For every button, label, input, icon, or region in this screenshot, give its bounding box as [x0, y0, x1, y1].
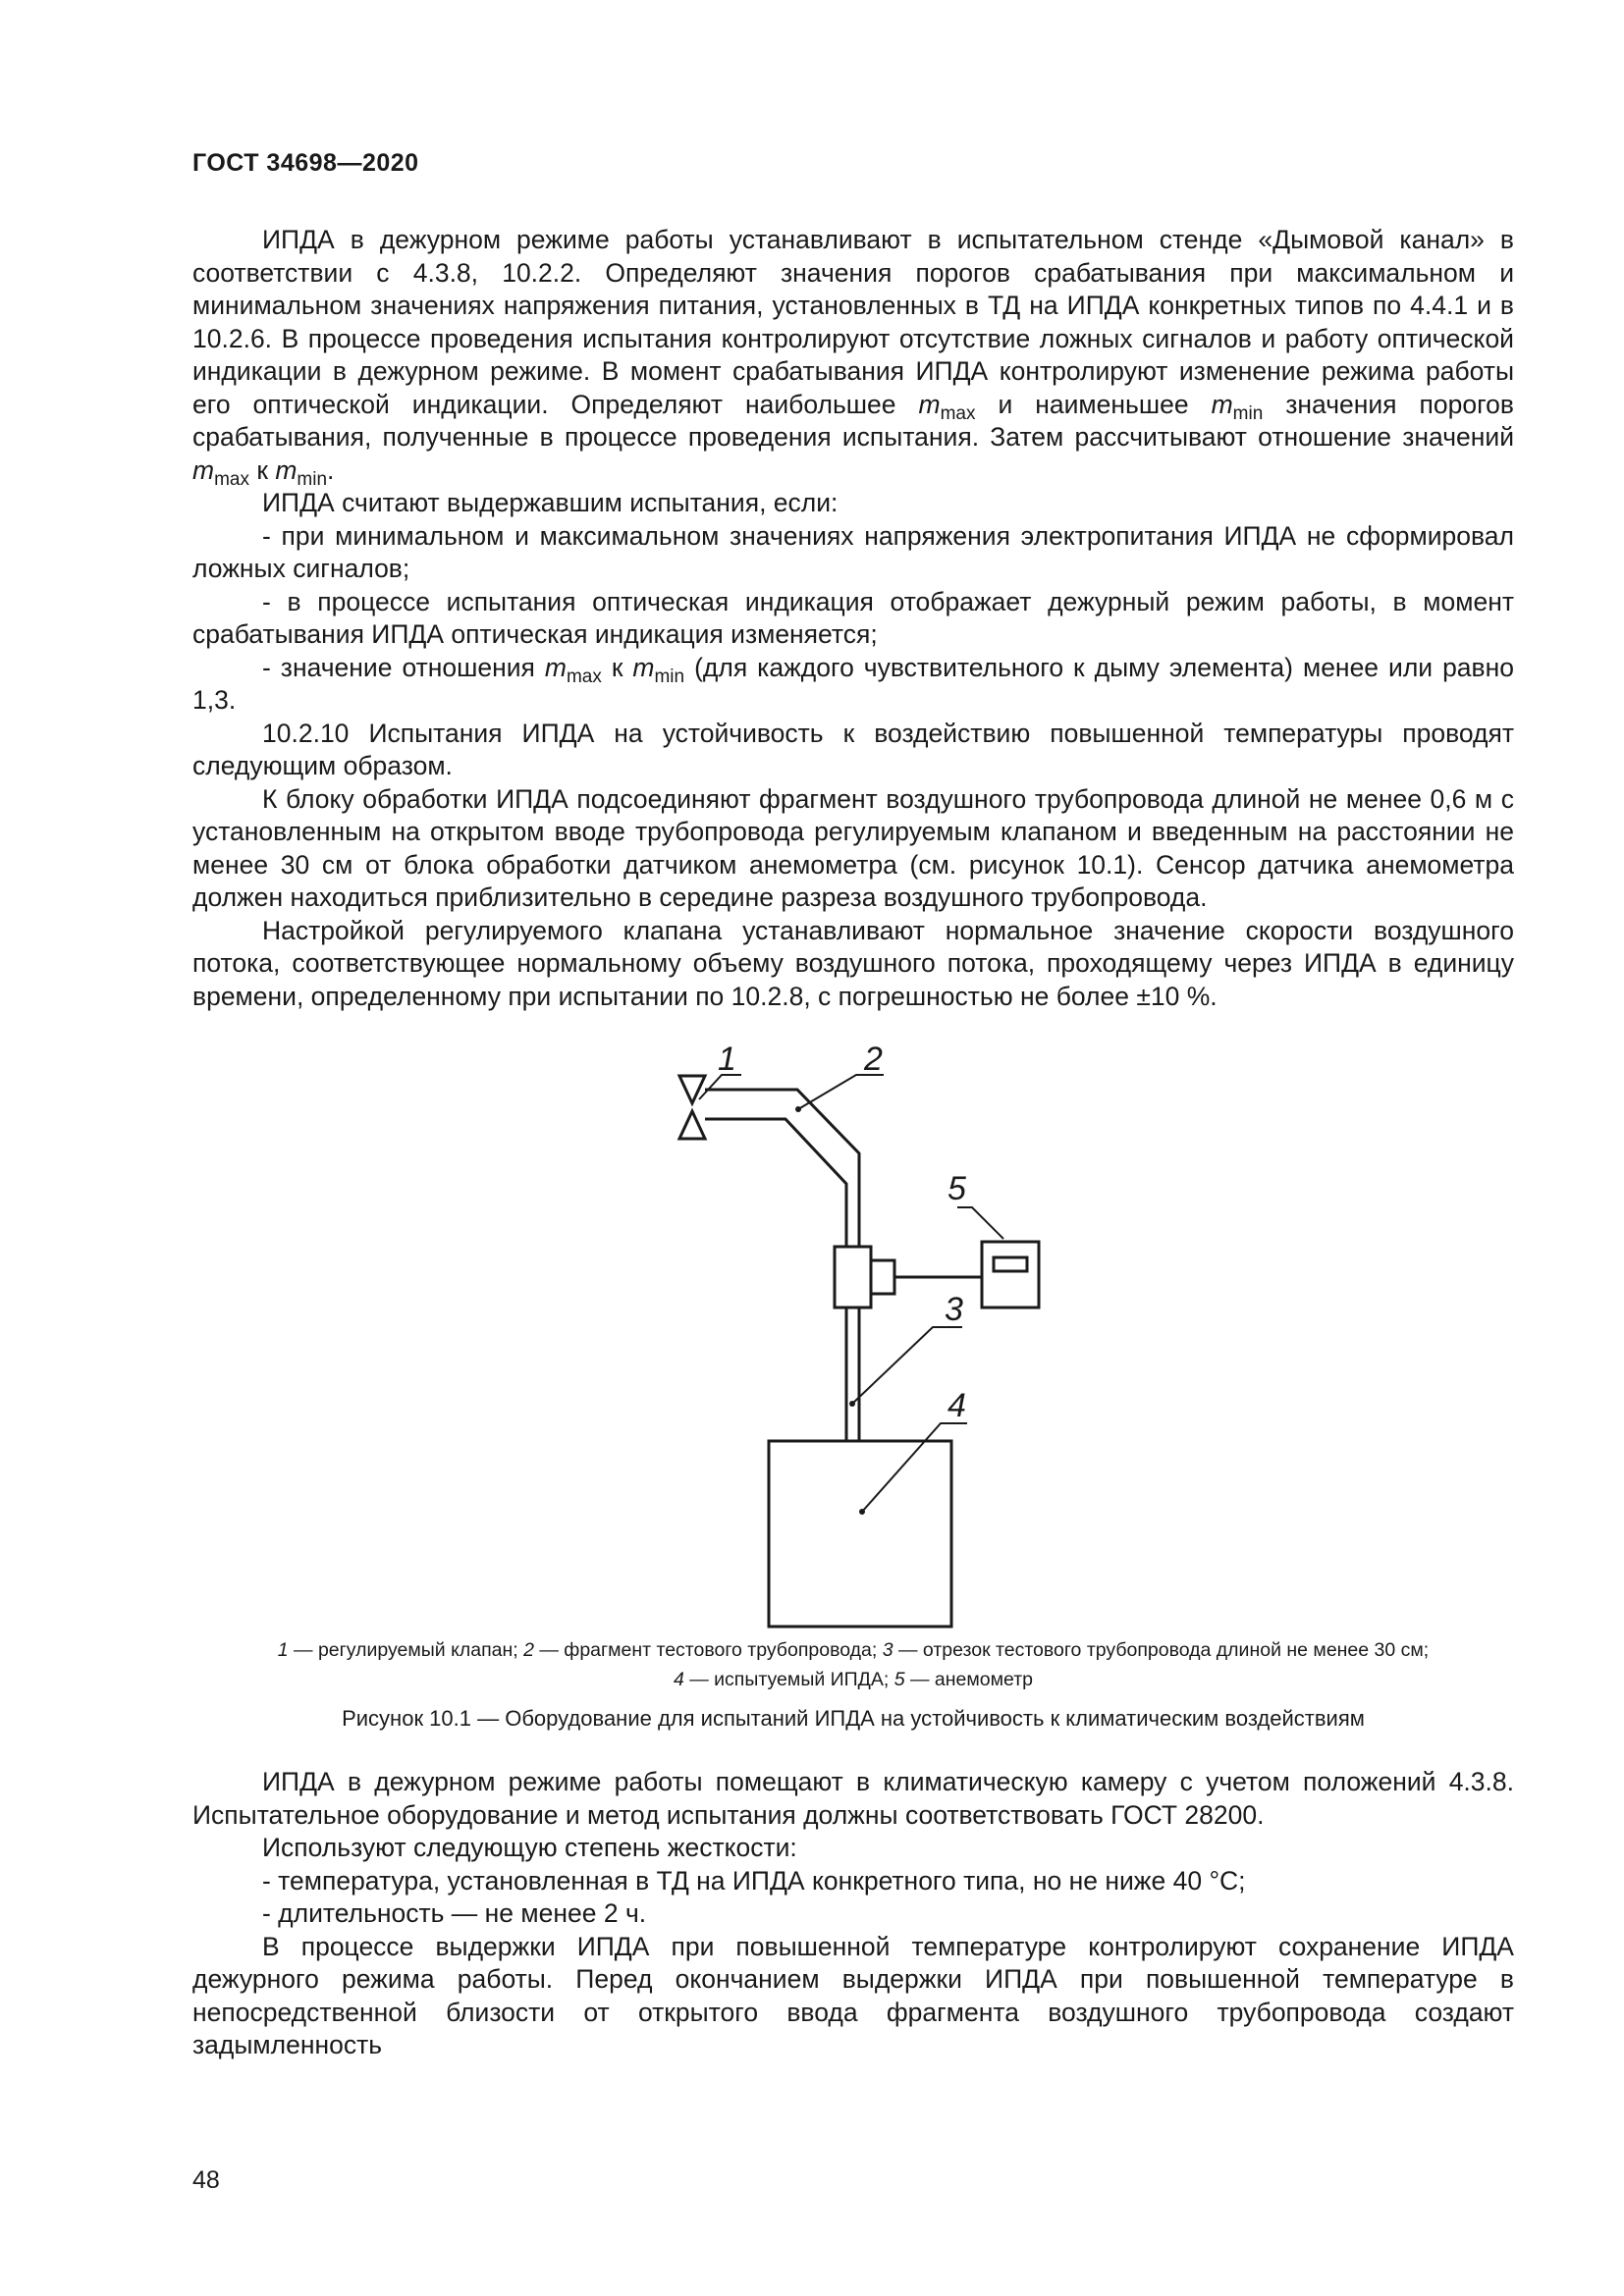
- page-number: 48: [192, 2166, 220, 2194]
- label-3: 3: [945, 1291, 963, 1328]
- valve-icon: [679, 1111, 705, 1139]
- standard-header: ГОСТ 34698—2020: [192, 149, 419, 177]
- label-2: 2: [864, 1041, 883, 1078]
- figure-caption: Рисунок 10.1 — Оборудование для испытаний ИПДА на устойчивость к климатическим воздействиям: [342, 1706, 1365, 1731]
- paragraph-severity: Используют следующую степень жесткости:: [262, 1833, 797, 1862]
- paragraph-procedure: ИПДА в дежурном режиме работы устанавливают в испытательном стенде «Дымовой канал» в соответствии с 4.3.8, 10.2.2. Определяют значения порогов срабатывания при максимальном и минимальном значениях напряжения питания, установленных в ТД на ИПДА конкретных типов по 4.4.1 и в 10.2.6. В процессе проведения испытания контролируют отсутствие ложных сигналов и работу оптической индикации в дежурном режиме. В момент срабатывания ИПДА контролируют изменение режима работы его оптической индикации. Определяют наибольшее $m_{max}$ и наименьшее $m_{min}$ значения порогов срабатывания, полученные в процессе проведения испытания. Затем рассчитывают отношение значений $m_{max}$ к $m_{min}$.: [192, 225, 1514, 490]
- detector-box: [769, 1441, 951, 1627]
- list-item: - в процессе испытания оптическая индикация отображает дежурный режим работы, в момент срабатывания ИПДА оптическая индикация изменяется;: [192, 586, 1514, 649]
- anemometer-box: [982, 1242, 1039, 1308]
- pipe-inner-wall: [711, 1119, 846, 1247]
- list-item: - длительность — не менее 2 ч.: [262, 1898, 647, 1928]
- paragraph-exposure: В процессе выдержки ИПДА при повышенной температуре контролируют сохранение ИПДА дежурного режима работы. Перед окончанием выдержки ИПДА при повышенной температуре в непосредственной близости от открытого ввода фрагмента воздушного трубопровода создают задымленность: [192, 1931, 1514, 2059]
- list-item: - значение отношения $m_{max}$ к $m_{min}$ (для каждого чувствительного к дыму элемента) менее или равно 1,3.: [192, 652, 1514, 715]
- figure-legend: 1 — регулируемый клапан; 2 — фрагмент тестового трубопровода; 3 — отрезок тестового трубопровода длиной не менее 30 см; 4 — испытуемый ИПДА; 5 — анемометр: [277, 1639, 1430, 1690]
- list-item: - температура, установленная в ТД на ИПДА конкретного типа, но не ниже 40 °C;: [262, 1865, 1246, 1896]
- paragraph-setup: К блоку обработки ИПДА подсоединяют фрагмент воздушного трубопровода длиной не менее 0,6 м с установленным на открытом вводе трубопровода регулируемым клапаном и введенным на расстоянии не менее 30 см от блока обработки датчиком анемометра (см. рисунок 10.1). Сенсор датчика анемометра должен находиться приблизительно в середине разреза воздушного трубопровода.: [192, 783, 1514, 912]
- text-block-lower: [192, 1766, 1514, 2062]
- paragraph-10-2-10: 10.2.10 Испытания ИПДА на устойчивость к воздействию повышенной температуры проводят следующим образом.: [192, 718, 1514, 780]
- paragraph-climate-chamber: ИПДА в дежурном режиме работы помещают в климатическую камеру с учетом положений 4.3.8. Испытательное оборудование и метод испытания должны соответствовать ГОСТ 28200.: [192, 1767, 1514, 1830]
- anemometer-display-icon: [994, 1257, 1027, 1271]
- paragraph-valve: Настройкой регулируемого клапана устанавливают нормальное значение скорости воздушного потока, соответствующее нормальному объему воздушного потока, проходящему через ИПДА в единицу времени, определенному при испытании по 10.2.8, с погрешностью не более ±10 %.: [192, 915, 1514, 1011]
- pipe-outer-wall: [711, 1090, 859, 1247]
- text-block-upper: [192, 224, 1514, 1013]
- label-4: 4: [947, 1387, 966, 1424]
- label-1: 1: [718, 1041, 736, 1078]
- pipe-assembly: [679, 1076, 1039, 1627]
- valve-icon: [679, 1076, 705, 1103]
- label-5: 5: [947, 1170, 966, 1207]
- list-item: - при минимальном и максимальном значениях напряжения электропитания ИПДА не сформировал ложных сигналов;: [192, 520, 1514, 583]
- paragraph-pass-criteria: ИПДА считают выдержавшим испытания, если:: [262, 488, 839, 517]
- sensor-probe: [871, 1260, 894, 1294]
- figure-10-1-diagram: [648, 1021, 1532, 1639]
- sensor-housing: [835, 1247, 871, 1308]
